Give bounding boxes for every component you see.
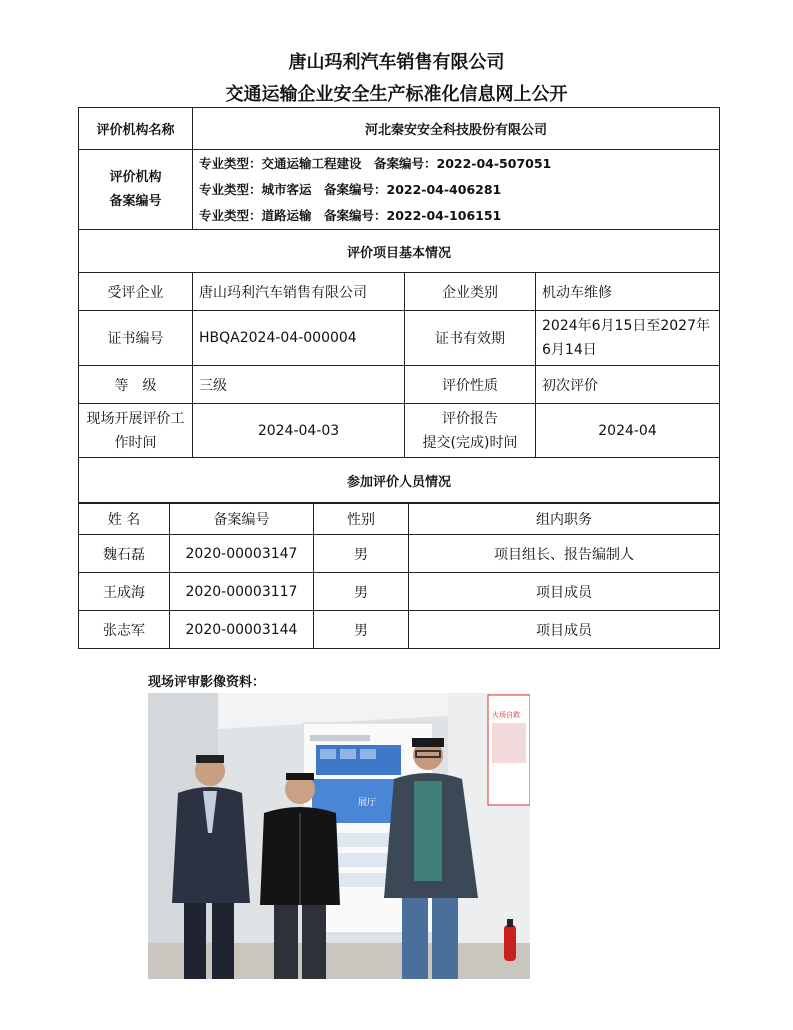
table-row	[79, 573, 720, 611]
company-value: 唐山玛利汽车销售有限公司	[193, 273, 405, 311]
registration-line: 专业类型：交通运输工程建设 备案编号：2022-04-507051	[199, 155, 552, 171]
member-role: 项目组长、报告编制人	[409, 535, 720, 573]
validity-label: 证书有效期	[405, 311, 536, 366]
org-registrations	[193, 150, 720, 230]
report-label-line2: 提交(完成)时间	[422, 434, 518, 451]
member-role: 项目成员	[409, 611, 720, 649]
member-gender: 男	[314, 611, 409, 649]
table-row	[79, 611, 720, 649]
grade-label: 等 级	[79, 366, 193, 404]
photo-caption: 现场评审影像资料：	[148, 675, 266, 690]
onsite-value: 2024-04-03	[193, 404, 405, 458]
report-value: 2024-04	[536, 404, 720, 458]
registration-line: 专业类型：道路运输 备案编号：2022-04-106151	[199, 207, 502, 223]
member-gender: 男	[314, 573, 409, 611]
org-name-value: 河北秦安安全科技股份有限公司	[193, 108, 720, 150]
info-table	[78, 107, 720, 504]
report-label	[405, 404, 536, 458]
site-review-photo	[148, 693, 530, 979]
poster-label: 火场自救	[492, 711, 520, 719]
member-code: 2020-00003147	[170, 535, 314, 573]
onsite-label: 现场开展评价工作时间	[79, 404, 193, 458]
category-label: 企业类别	[405, 273, 536, 311]
members-header-name: 姓 名	[79, 503, 170, 535]
report-label-line1: 评价报告	[442, 410, 498, 427]
org-reg-label	[79, 150, 193, 230]
cert-label: 证书编号	[79, 311, 193, 366]
member-name: 王成海	[79, 573, 170, 611]
grade-value: 三级	[193, 366, 405, 404]
project-section-title: 评价项目基本情况	[79, 230, 720, 273]
cert-value: HBQA2024-04-000004	[193, 311, 405, 366]
members-section-title: 参加评价人员情况	[79, 458, 720, 504]
company-label: 受评企业	[79, 273, 193, 311]
members-header-code: 备案编号	[170, 503, 314, 535]
members-header-gender: 性别	[314, 503, 409, 535]
document-subtitle: 交通运输企业安全生产标准化信息网上公开	[225, 84, 568, 105]
table-row	[79, 535, 720, 573]
document-title: 唐山玛利汽车销售有限公司	[288, 52, 505, 73]
org-reg-label-line2: 备案编号	[109, 193, 162, 209]
members-header-role: 组内职务	[409, 503, 720, 535]
member-name: 张志军	[79, 611, 170, 649]
member-name: 魏石磊	[79, 535, 170, 573]
member-code: 2020-00003117	[170, 573, 314, 611]
org-reg-label-line1: 评价机构	[109, 169, 162, 185]
validity-value: 2024年6月15日至2027年6月14日	[536, 311, 720, 366]
sign-label: 展厅	[358, 798, 377, 808]
org-name-label: 评价机构名称	[79, 108, 193, 150]
members-table	[78, 502, 720, 649]
category-value: 机动车维修	[536, 273, 720, 311]
member-code: 2020-00003144	[170, 611, 314, 649]
member-role: 项目成员	[409, 573, 720, 611]
nature-value: 初次评价	[536, 366, 720, 404]
registration-line: 专业类型：城市客运 备案编号：2022-04-406281	[199, 181, 502, 197]
nature-label: 评价性质	[405, 366, 536, 404]
member-gender: 男	[314, 535, 409, 573]
